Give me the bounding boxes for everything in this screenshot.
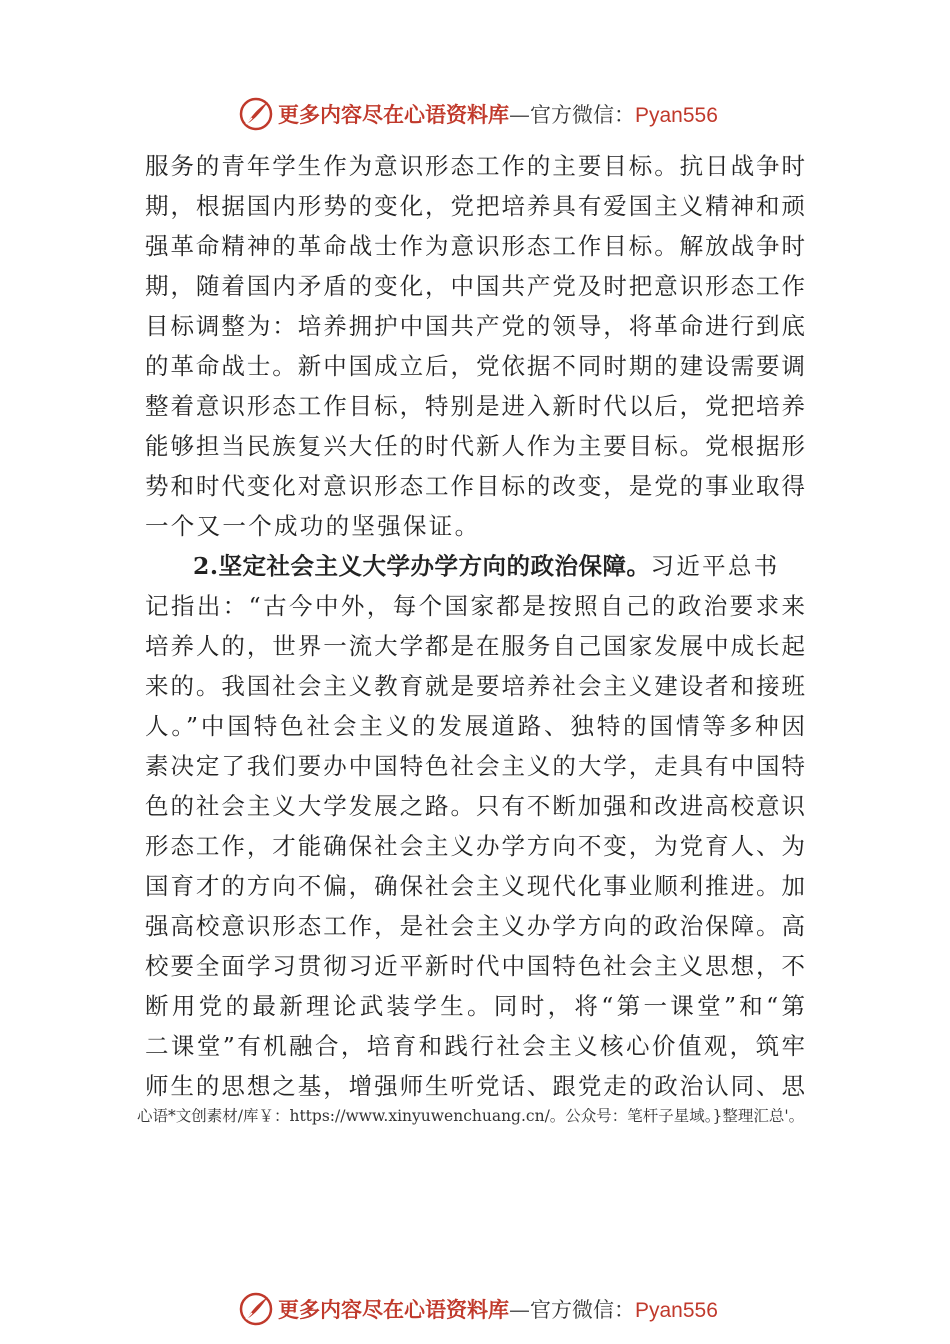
text-line: 来的。我国社会主义教育就是要培养社会主义建设者和接班: [145, 672, 805, 700]
text-line: 的革命战士。新中国成立后，党依据不同时期的建设需要调: [145, 352, 805, 380]
text-line: 记指出：“古今中外，每个国家都是按照自己的政治要求来: [145, 592, 805, 620]
text-line: 强高校意识形态工作，是社会主义办学方向的政治保障。高: [145, 912, 805, 940]
text-line: 目标调整为：培养拥护中国共产党的领导，将革命进行到底: [145, 312, 805, 340]
text-line: 色的社会主义大学发展之路。只有不断加强和改进高校意识: [145, 792, 805, 820]
text-line: 期，根据国内形势的变化，党把培养具有爱国主义精神和顽: [145, 192, 805, 220]
text-line: 二课堂”有机融合，培育和践行社会主义核心价值观，筑牢: [145, 1032, 805, 1060]
banner-wechat-label: 官方微信：: [530, 103, 635, 127]
text-line: 一个又一个成功的坚强保证。: [145, 512, 481, 540]
footer-banner: [238, 1289, 738, 1329]
banner-wechat-label: 官方微信：: [530, 1298, 635, 1322]
quill-logo-icon: [238, 1291, 274, 1327]
text-line: 强革命精神的革命战士作为意识形态工作目标。解放战争时: [145, 232, 805, 260]
text-line: 期，随着国内矛盾的变化，中国共产党及时把意识形态工作: [145, 272, 805, 300]
text-line: 校要全面学习贯彻习近平新时代中国特色社会主义思想，不: [145, 952, 805, 980]
footer-source-note: 心语*文创素材/库￥：https://www.xinyuwenchuang.cn/。公众号：笔杆子星域。}整理汇总'。: [137, 1107, 805, 1125]
text-line: 国育才的方向不偏，确保社会主义现代化事业顺利推进。加: [145, 872, 805, 900]
text-line: 断用党的最新理论武装学生。同时，将“第一课堂”和“第: [145, 992, 805, 1020]
text-line: 师生的思想之基，增强师生听党话、跟党走的政治认同、思: [145, 1072, 805, 1100]
text-line: 整着意识形态工作目标，特别是进入新时代以后，党把培养: [145, 392, 805, 420]
text-line: 素决定了我们要办中国特色社会主义的大学，走具有中国特: [145, 752, 805, 780]
text-line: 能够担当民族复兴大任的时代新人作为主要目标。党根据形: [145, 432, 805, 460]
text-line: 培养人的，世界一流大学都是在服务自己国家发展中成长起: [145, 632, 805, 660]
section-heading: 2.坚定社会主义大学办学方向的政治保障。: [193, 552, 651, 580]
quill-logo-icon: [238, 96, 274, 132]
section-heading-line: [145, 546, 805, 586]
banner-separator: —: [509, 103, 530, 127]
banner-separator: —: [509, 1298, 530, 1322]
document-body: [145, 146, 805, 1106]
banner-slogan: 更多内容尽在心语资料库: [278, 1298, 509, 1322]
text-line: 人。”中国特色社会主义的发展道路、独特的国情等多种因: [145, 712, 805, 740]
text-line: 势和时代变化对意识形态工作目标的改变，是党的事业取得: [145, 472, 805, 500]
text-run: 习近平总书: [650, 552, 780, 580]
banner-wechat-id: Pyan556: [635, 1299, 718, 1322]
text-line: 形态工作，才能确保社会主义办学方向不变，为党育人、为: [145, 832, 805, 860]
text-line: 服务的青年学生作为意识形态工作的主要目标。抗日战争时: [145, 152, 805, 180]
header-banner: [238, 94, 738, 134]
banner-slogan: 更多内容尽在心语资料库: [278, 103, 509, 127]
banner-wechat-id: Pyan556: [635, 104, 718, 127]
